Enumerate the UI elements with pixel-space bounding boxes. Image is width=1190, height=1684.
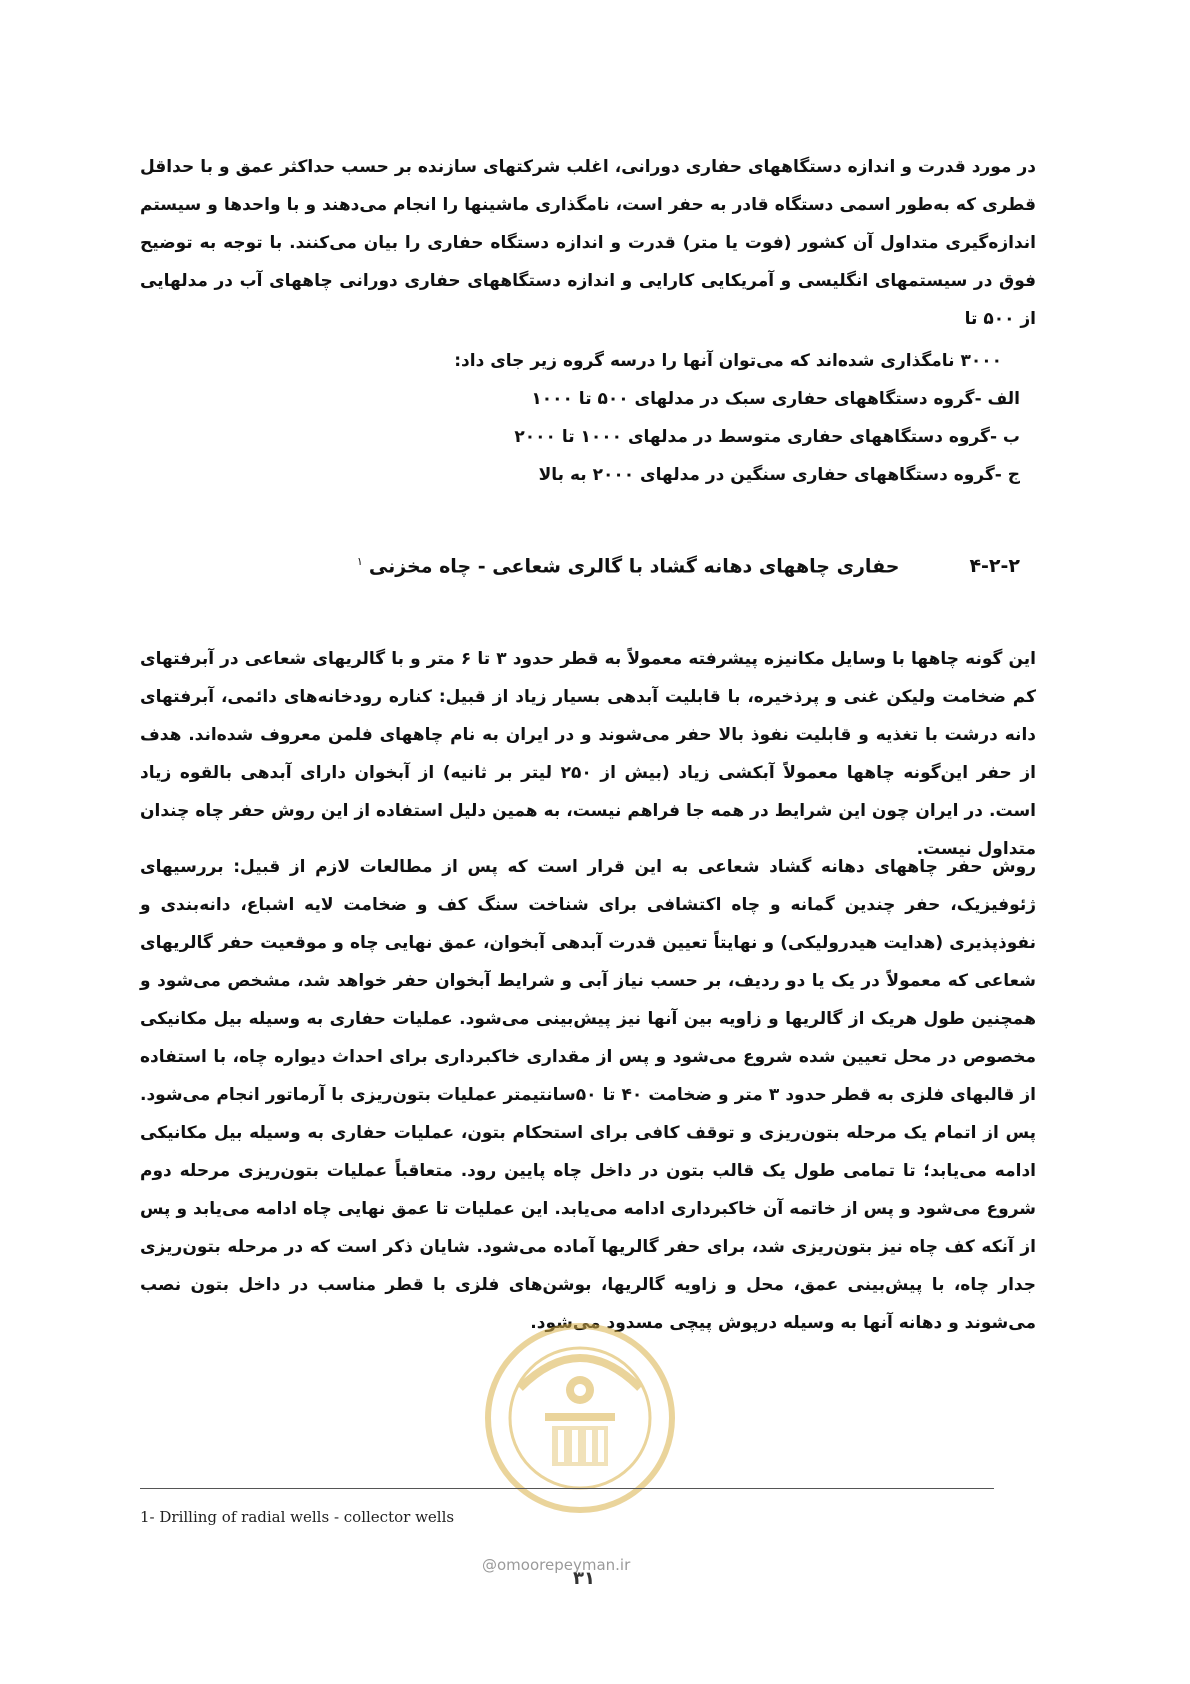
page-number: ۳۱ [573, 1568, 595, 1589]
list-item: الف -گروه دستگاههای حفاری سبک در مدلهای ۵۰۰ تا ۱۰۰۰ [531, 389, 1020, 409]
section-title: حفاری چاههای دهانه گشاد با گالری شعاعی - چاه مخزنی [368, 555, 900, 578]
list-item: ب -گروه دستگاههای حفاری متوسط در مدلهای ۱۰۰۰ تا ۲۰۰۰ [514, 427, 1020, 447]
drilling-groups-list [140, 342, 1020, 494]
section-title-wrap [357, 555, 900, 577]
intro-paragraph: در مورد قدرت و اندازه دستگاههای حفاری دورانی، اغلب شرکتهای سازنده بر حسب حداکثر عمق و با حداقل قطری که به‌طور اسمی دستگاه قادر به حفر است، نامگذاری ماشینها را انجام می‌دهند و با واحدها و سیستم اندازه‌گیری متداول آن کشور (فوت یا متر) قدرت و اندازه دستگاه حفاری را بیان می‌کنند. با توجه به توضیح فوق در سیستمهای انگلیسی و آمریکایی کارایی و اندازه دستگاههای حفاری دورانی چاههای آب در مدلهایی از ۵۰۰ تا [140, 157, 1036, 329]
paragraph-3: روش حفر چاههای دهانه گشاد شعاعی به این قرار است که پس از مطالعات لازم از قبیل: بررسیهای ژئوفیزیک، حفر چندین گمانه و چاه اکتشافی برای شناخت سنگ کف و ضخامت لایه اشباع، دانه‌بندی و نفوذپذیری (هدایت هیدرولیکی) و نهایتاً تعیین قدرت آبدهی آبخوان، عمق نهایی چاه و موقعیت حفر گالریهای شعاعی که معمولاً در یک یا دو ردیف، بر حسب نیاز آبی و شرایط آبخوان حفر خواهد شد، مشخص می‌شود و همچنین طول هریک از گالریها و زاویه بین آنها نیز پیش‌بینی می‌شود. عملیات حفاری به وسیله بیل مکانیکی مخصوص در محل تعیین شده شروع می‌شود و پس از مقداری خاکبرداری برای احداث دیواره چاه، با استفاده از قالبهای فلزی به قطر حدود ۳ متر و ضخامت ۴۰ تا ۵۰سانتیمتر عملیات بتون‌ریزی با آرماتور انجام می‌شود. پس از اتمام یک مرحله بتون‌ریزی و توقف کافی برای استحکام بتون، عملیات حفاری به وسیله بیل مکانیکی ادامه می‌یابد؛ تا تمامی طول یک قالب بتون در داخل چاه پایین رود. متعاقباً عملیات بتون‌ریزی مرحله دوم شروع می‌شود و پس از خاتمه آن خاکبرداری ادامه می‌یابد. این عملیات تا عمق نهایی چاه ادامه می‌یابد و پس از آنکه کف چاه نیز بتون‌ریزی شد، برای حفر گالریها آماده می‌شود. شایان ذکر است که در مرحله بتون‌ریزی جدار چاه، با پیش‌بینی عمق، محل و زاویه گالریها، بوشن‌های فلزی با قطر مناسب در داخل بتون نصب می‌شوند و دهانه آنها به وسیله درپوش پیچی مسدود می‌شود. [140, 857, 1037, 1333]
footnote: 1- Drilling of radial wells - collector wells [140, 1508, 455, 1526]
list-item: ج -گروه دستگاههای حفاری سنگین در مدلهای ۲۰۰۰ به بالا [538, 465, 1020, 485]
section-heading [357, 555, 1020, 577]
section-number: ۴-۲-۲ [969, 555, 1020, 578]
list-lead: ۳۰۰۰ نامگذاری شده‌اند که می‌توان آنها را درسه گروه زیر جای داد: [454, 351, 1002, 371]
watermark-url: @omoorepeyman.ir [482, 1556, 631, 1574]
footnote-divider [140, 1488, 994, 1489]
paragraph-2: این گونه چاهها با وسایل مکانیزه پیشرفته معمولاً به قطر حدود ۳ تا ۶ متر و با گالریهای شعاعی در آبرفتهای کم ضخامت ولیکن غنی و پرذخیره، با قابلیت آبدهی بسیار زیاد از قبیل: کناره رودخانه‌های دائمی، آبرفتهای دانه درشت با تغذیه و قابلیت نفوذ بالا حفر می‌شوند و در ایران به نام چاههای فلمن معروف شده‌اند. هدف از حفر این‌گونه چاهها معمولاً آبکشی زیاد (بیش از ۲۵۰ لیتر بر ثانیه) از آبخوان دارای آبدهی بالقوه زیاد است. در ایران چون این شرایط در همه جا فراهم نیست، به همین دلیل استفاده از این روش حفر چاه چندان متداول نیست. [140, 649, 1036, 859]
footnote-ref: ۱ [356, 555, 363, 568]
